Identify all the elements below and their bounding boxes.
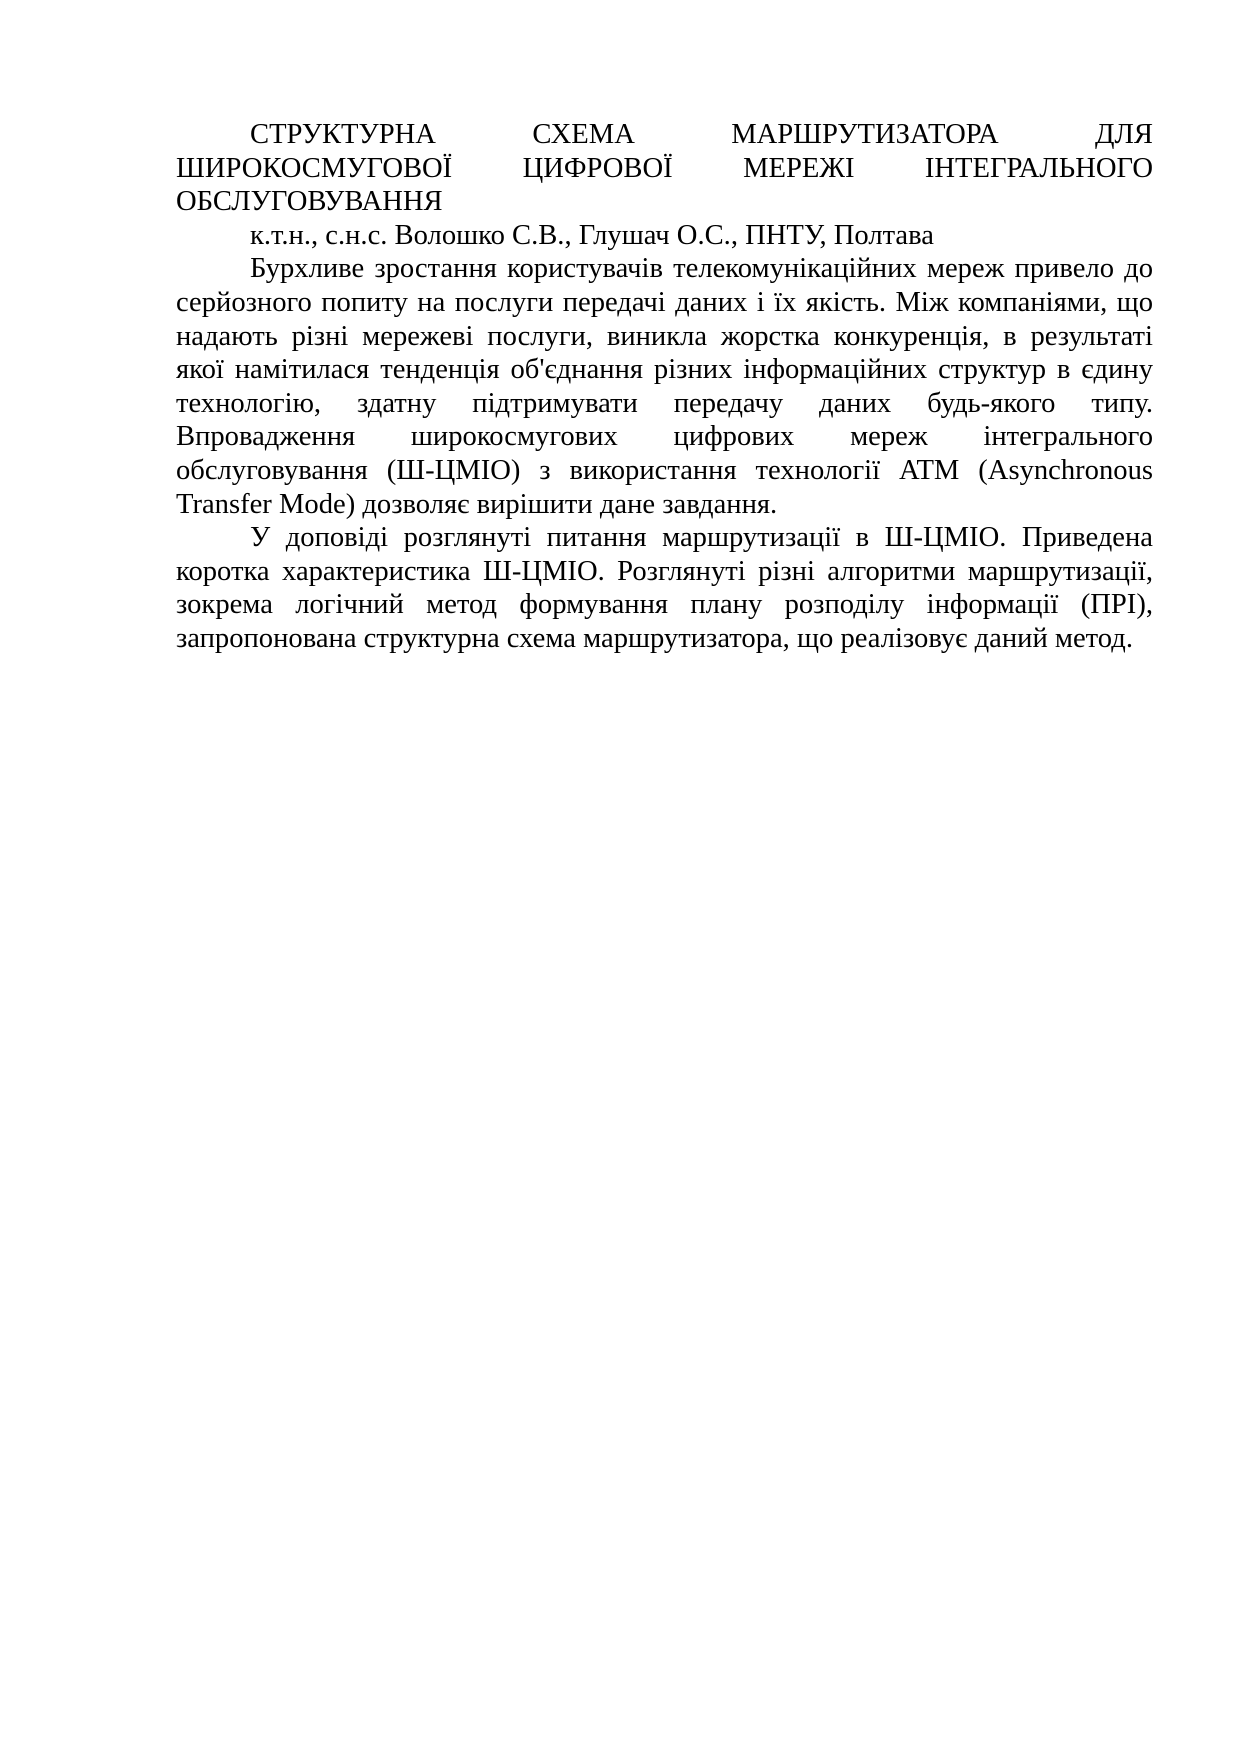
paper-title: СТРУКТУРНА СХЕМА МАРШРУТИЗАТОРА ДЛЯ ШИРОКОСМУГОВОЇ ЦИФРОВОЇ МЕРЕЖІ ІНТЕГРАЛЬНОГО ОБСЛУГОВУВАННЯ (176, 119, 1153, 218)
document-page (176, 118, 1153, 656)
paper-authors: к.т.н., с.н.с. Волошко С.В., Глушач О.С., ПНТУ, Полтава (250, 219, 934, 251)
paragraph-1: Бурхливе зростання користувачів телекомунікаційних мереж привело до серйозного попиту на послуги передачі даних і їх якість. Між компаніями, що надають різні мережеві послуги, виникла жорстка конкуренція, в результаті якої намітилася тенденція об'єднання різних інформаційних структур в єдину технологію, здатну підтримувати передачу даних будь-якого типу. Впровадження широкосмугових цифрових мереж інтегрального обслуговування (Ш-ЦМІО) з використання технології ATM (Asynchronous Transfer Mode) дозволяє вирішити дане завдання. (176, 253, 1153, 520)
paragraph-2: У доповіді розглянуті питання маршрутизації в Ш-ЦМІО. Приведена коротка характеристика Ш-ЦМІО. Розглянуті різні алгоритми маршрутизації, зокрема логічний метод формування плану розподілу інформації (ПРІ), запропонована структурна схема маршрутизатора, що реалізовує даний метод. (176, 522, 1153, 654)
